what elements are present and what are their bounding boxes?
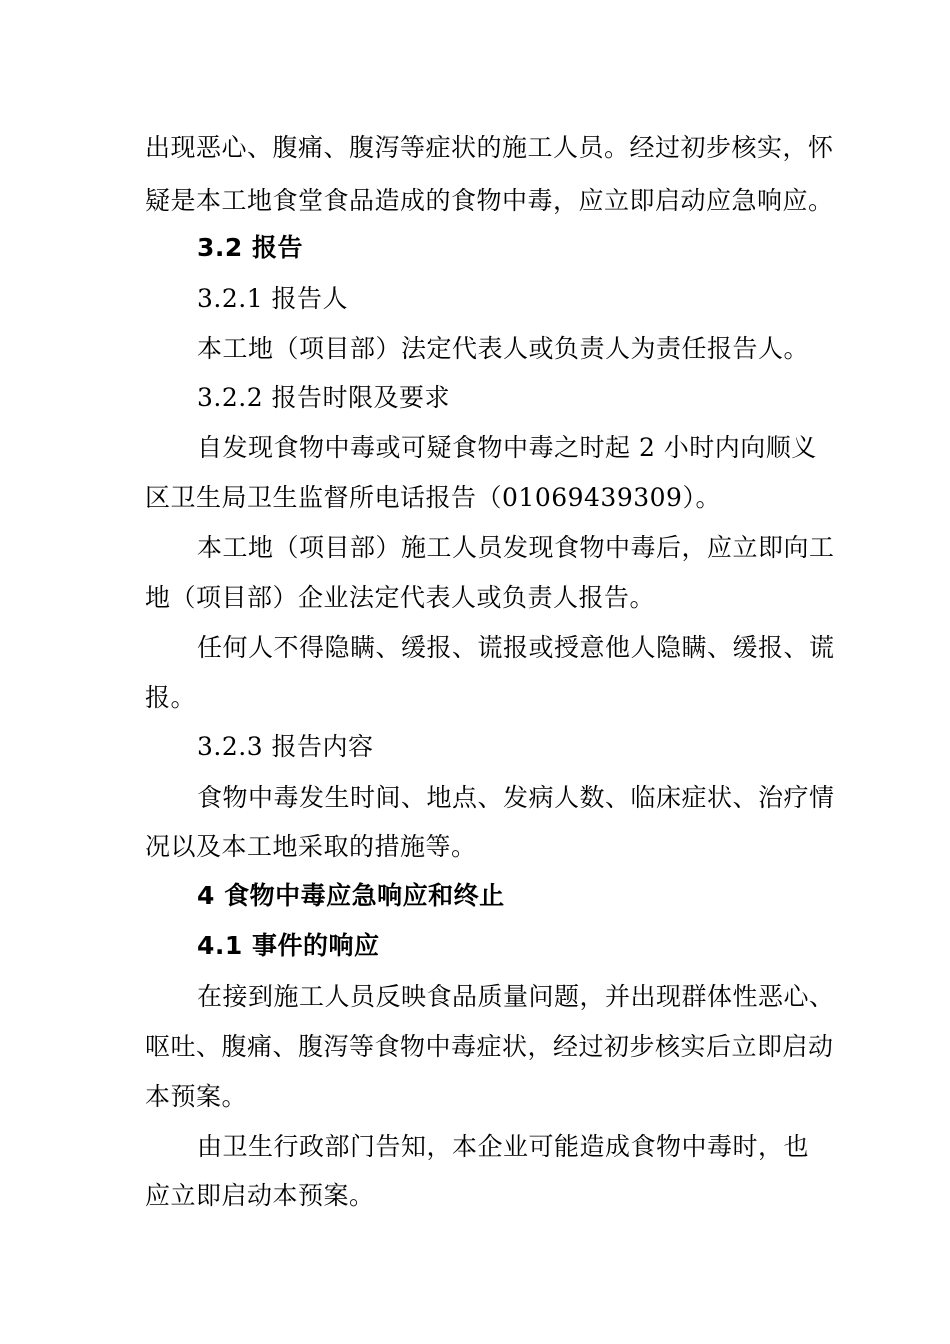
paragraph-line: 本工地（项目部）施工人员发现食物中毒后，应立即向工	[197, 533, 835, 562]
subsection-heading-3-2-3: 3.2.3 报告内容	[197, 732, 374, 761]
paragraph-line: 自发现食物中毒或可疑食物中毒之时起 2 小时内向顺义	[197, 433, 817, 462]
paragraph-line: 况以及本工地采取的措施等。	[145, 832, 477, 861]
paragraph-line: 地（项目部）企业法定代表人或负责人报告。	[145, 583, 656, 612]
paragraph-line: 报。	[145, 683, 197, 712]
paragraph-line: 出现恶心、腹痛、腹泻等症状的施工人员。经过初步核实，怀	[145, 133, 834, 162]
paragraph-line: 在接到施工人员反映食品质量问题，并出现群体性恶心、	[197, 982, 835, 1011]
section-heading-4-1: 4.1 事件的响应	[197, 931, 380, 960]
section-heading-3-2: 3.2 报告	[197, 233, 303, 262]
paragraph-line: 区卫生局卫生监督所电话报告（01069439309）。	[145, 483, 721, 512]
paragraph-line: 呕吐、腹痛、腹泻等食物中毒症状，经过初步核实后立即启动	[145, 1032, 834, 1061]
paragraph-line: 任何人不得隐瞒、缓报、谎报或授意他人隐瞒、缓报、谎	[197, 633, 835, 662]
subsection-heading-3-2-2: 3.2.2 报告时限及要求	[197, 383, 451, 412]
paragraph-line: 疑是本工地食堂食品造成的食物中毒，应立即启动应急响应。	[145, 186, 834, 215]
paragraph-line: 本工地（项目部）法定代表人或负责人为责任报告人。	[197, 334, 810, 363]
section-heading-4: 4 食物中毒应急响应和终止	[197, 881, 505, 910]
subsection-heading-3-2-1: 3.2.1 报告人	[197, 284, 349, 313]
paragraph-line: 由卫生行政部门告知，本企业可能造成食物中毒时，也	[197, 1132, 810, 1161]
paragraph-line: 应立即启动本预案。	[145, 1181, 375, 1210]
paragraph-line: 食物中毒发生时间、地点、发病人数、临床症状、治疗情	[197, 783, 835, 812]
paragraph-line: 本预案。	[145, 1082, 248, 1111]
